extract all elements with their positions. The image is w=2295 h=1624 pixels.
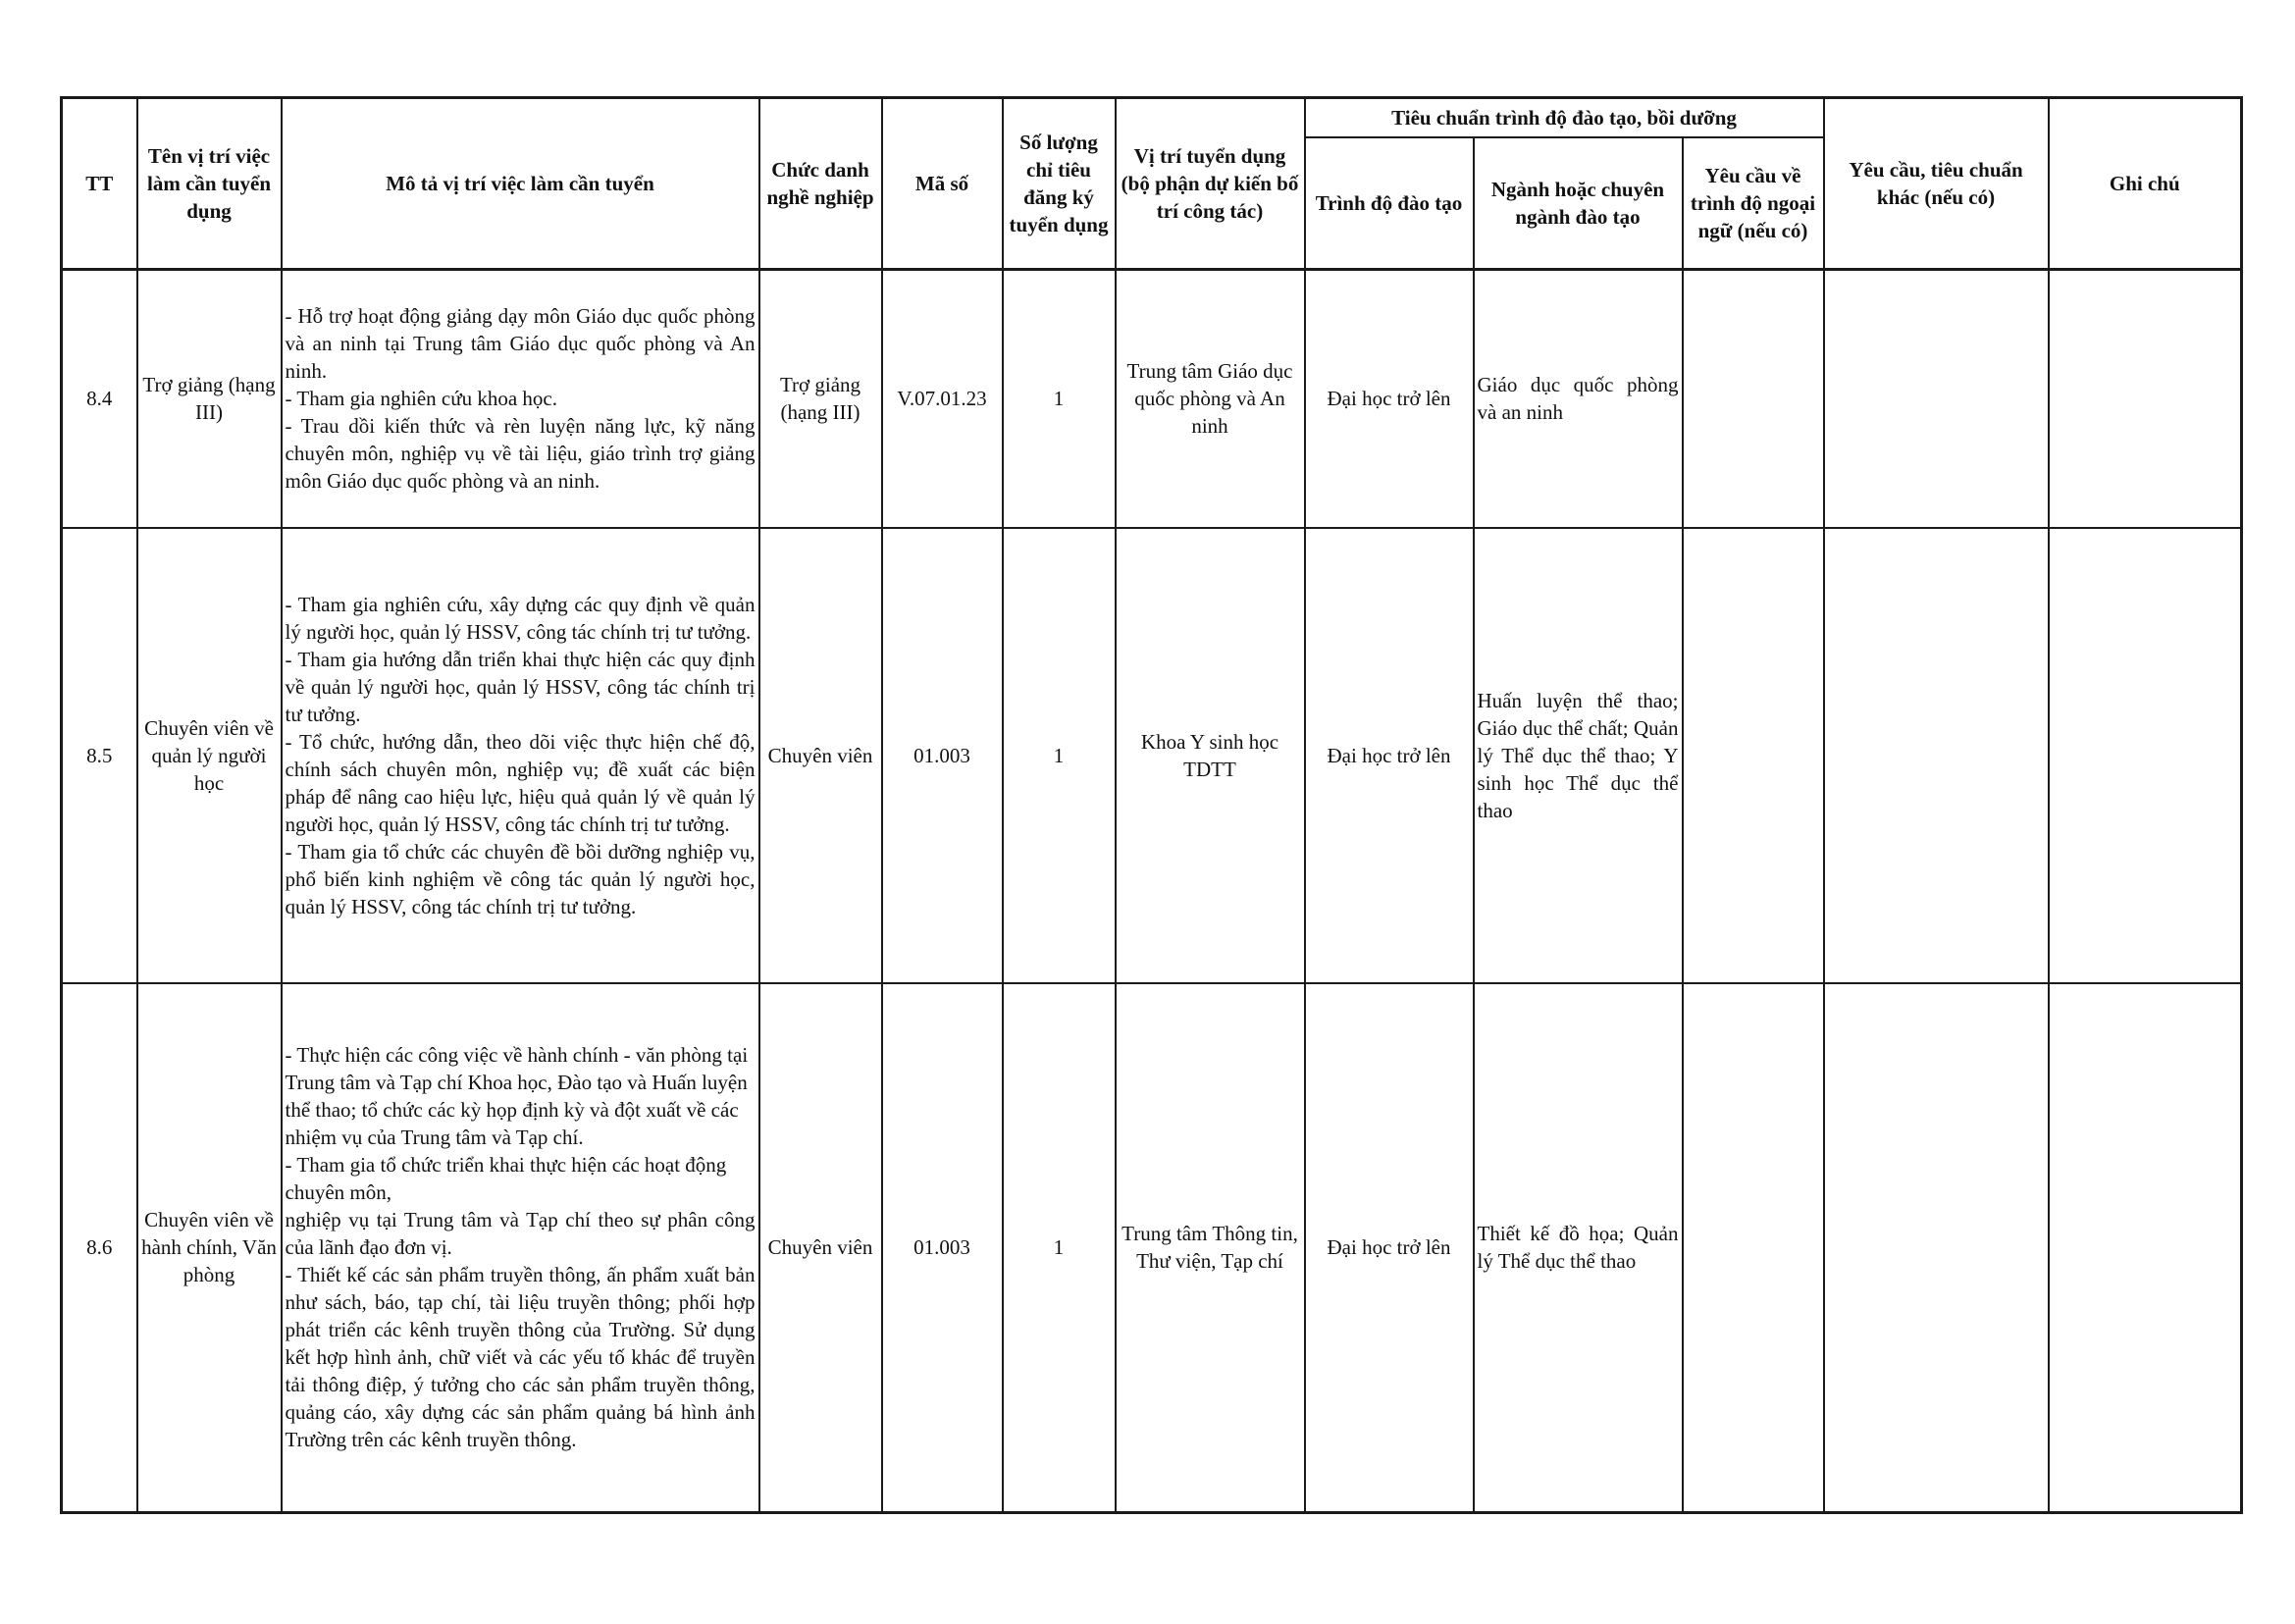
- cell-education-level: Đại học trở lên: [1305, 983, 1474, 1513]
- cell-code: 01.003: [882, 983, 1003, 1513]
- cell-description: [282, 270, 759, 528]
- header-notes: Ghi chú: [2049, 98, 2242, 270]
- description-line: - Tham gia nghiên cứu khoa học.: [285, 387, 558, 411]
- cell-unit: Trung tâm Giáo dục quốc phòng và An ninh: [1116, 270, 1305, 528]
- header-training-group: Tiêu chuẩn trình độ đào tạo, bồi dưỡng: [1305, 98, 1824, 137]
- cell-education-level: Đại học trở lên: [1305, 270, 1474, 528]
- cell-code: 01.003: [882, 528, 1003, 983]
- cell-other-requirements: [1824, 983, 2049, 1513]
- cell-professional-title: Trợ giảng (hạng III): [759, 270, 882, 528]
- header-quota: Số lượng chỉ tiêu đăng ký tuyển dụng: [1003, 98, 1116, 270]
- cell-major: Giáo dục quốc phòng và an ninh: [1474, 270, 1683, 528]
- cell-tt: 8.4: [62, 270, 137, 528]
- cell-code: V.07.01.23: [882, 270, 1003, 528]
- cell-description: [282, 528, 759, 983]
- description-line: - Tham gia tổ chức triển khai thực hiện các hoạt động chuyên môn,: [285, 1153, 727, 1205]
- header-professional-title: Chức danh nghề nghiệp: [759, 98, 882, 270]
- cell-other-requirements: [1824, 270, 2049, 528]
- header-description: Mô tả vị trí việc làm cần tuyển: [282, 98, 759, 270]
- header-education-level: Trình độ đào tạo: [1305, 137, 1474, 270]
- header-language: Yêu cầu về trình độ ngoại ngữ (nếu có): [1683, 137, 1824, 270]
- header-position-name: Tên vị trí việc làm cần tuyển dụng: [137, 98, 282, 270]
- cell-education-level: Đại học trở lên: [1305, 528, 1474, 983]
- cell-language: [1683, 270, 1824, 528]
- table-row: [62, 270, 2242, 528]
- description-line: - Hỗ trợ hoạt động giảng dạy môn Giáo dục quốc phòng và an ninh tại Trung tâm Giáo dục quốc phòng và An ninh.: [285, 304, 756, 384]
- table-body: [62, 270, 2242, 1513]
- table-row: [62, 528, 2242, 983]
- header-major: Ngành hoặc chuyên ngành đào tạo: [1474, 137, 1683, 270]
- table-row: [62, 983, 2242, 1513]
- cell-major: Thiết kế đồ họa; Quản lý Thể dục thể thao: [1474, 983, 1683, 1513]
- cell-language: [1683, 983, 1824, 1513]
- description-line: - Tham gia nghiên cứu, xây dựng các quy định về quản lý người học, quản lý HSSV, công tác chính trị tư tưởng.: [285, 592, 756, 644]
- cell-unit: Trung tâm Thông tin, Thư viện, Tạp chí: [1116, 983, 1305, 1513]
- cell-description: [282, 983, 759, 1513]
- cell-notes: [2049, 528, 2242, 983]
- cell-other-requirements: [1824, 528, 2049, 983]
- header-code: Mã số: [882, 98, 1003, 270]
- recruitment-table: [60, 96, 2243, 1514]
- cell-quota: 1: [1003, 270, 1116, 528]
- description-line: - Tổ chức, hướng dẫn, theo dõi việc thực hiện chế độ, chính sách chuyên môn, nghiệp vụ; đề xuất các biện pháp để nâng cao hiệu lực, hiệu quả quản lý về quản lý người học, quản lý HSSV, công tác chính trị tư tưởng.: [285, 729, 756, 836]
- cell-major: Huấn luyện thể thao; Giáo dục thể chất; Quản lý Thể dục thể thao; Y sinh học Thể dục thể thao: [1474, 528, 1683, 983]
- header-unit: Vị trí tuyển dụng (bộ phận dự kiến bố trí công tác): [1116, 98, 1305, 270]
- header-tt: TT: [62, 98, 137, 270]
- cell-professional-title: Chuyên viên: [759, 528, 882, 983]
- description-line: - Thiết kế các sản phẩm truyền thông, ấn phẩm xuất bản như sách, báo, tạp chí, tài liệu truyền thông; phối hợp phát triển các kênh truyền thông của Trường. Sử dụng kết hợp hình ảnh, chữ viết và các yếu tố khác để truyền tải thông điệp, ý tưởng cho các sản phẩm truyền thông, quảng cáo, xây dựng các sản phẩm quảng bá hình ảnh Trường trên các kênh truyền thông.: [285, 1263, 756, 1452]
- cell-position-name: Chuyên viên về quản lý người học: [137, 528, 282, 983]
- cell-quota: 1: [1003, 528, 1116, 983]
- cell-tt: 8.5: [62, 528, 137, 983]
- cell-notes: [2049, 983, 2242, 1513]
- cell-position-name: Trợ giảng (hạng III): [137, 270, 282, 528]
- description-line: nghiệp vụ tại Trung tâm và Tạp chí theo sự phân công của lãnh đạo đơn vị.: [285, 1208, 756, 1260]
- cell-professional-title: Chuyên viên: [759, 983, 882, 1513]
- description-line: - Trau dồi kiến thức và rèn luyện năng lực, kỹ năng chuyên môn, nghiệp vụ về tài liệu, giáo trình trợ giảng môn Giáo dục quốc phòng và an ninh.: [285, 414, 756, 494]
- description-line: - Thực hiện các công việc về hành chính - văn phòng tại Trung tâm và Tạp chí Khoa học, Đào tạo và Huấn luyện thể thao; tổ chức các kỳ họp định kỳ và đột xuất về các nhiệm vụ của Trung tâm và Tạp chí.: [285, 1043, 749, 1150]
- cell-notes: [2049, 270, 2242, 528]
- cell-position-name: Chuyên viên về hành chính, Văn phòng: [137, 983, 282, 1513]
- cell-language: [1683, 528, 1824, 983]
- cell-tt: 8.6: [62, 983, 137, 1513]
- header-other-requirements: Yêu cầu, tiêu chuẩn khác (nếu có): [1824, 98, 2049, 270]
- description-line: - Tham gia hướng dẫn triển khai thực hiện các quy định về quản lý người học, quản lý HSSV, công tác chính trị tư tưởng.: [285, 647, 756, 726]
- cell-quota: 1: [1003, 983, 1116, 1513]
- table-header: [62, 98, 2242, 270]
- cell-unit: Khoa Y sinh học TDTT: [1116, 528, 1305, 983]
- description-line: - Tham gia tổ chức các chuyên đề bồi dưỡng nghiệp vụ, phổ biến kinh nghiệm về công tác quản lý người học, quản lý HSSV, công tác chính trị tư tưởng.: [285, 839, 756, 918]
